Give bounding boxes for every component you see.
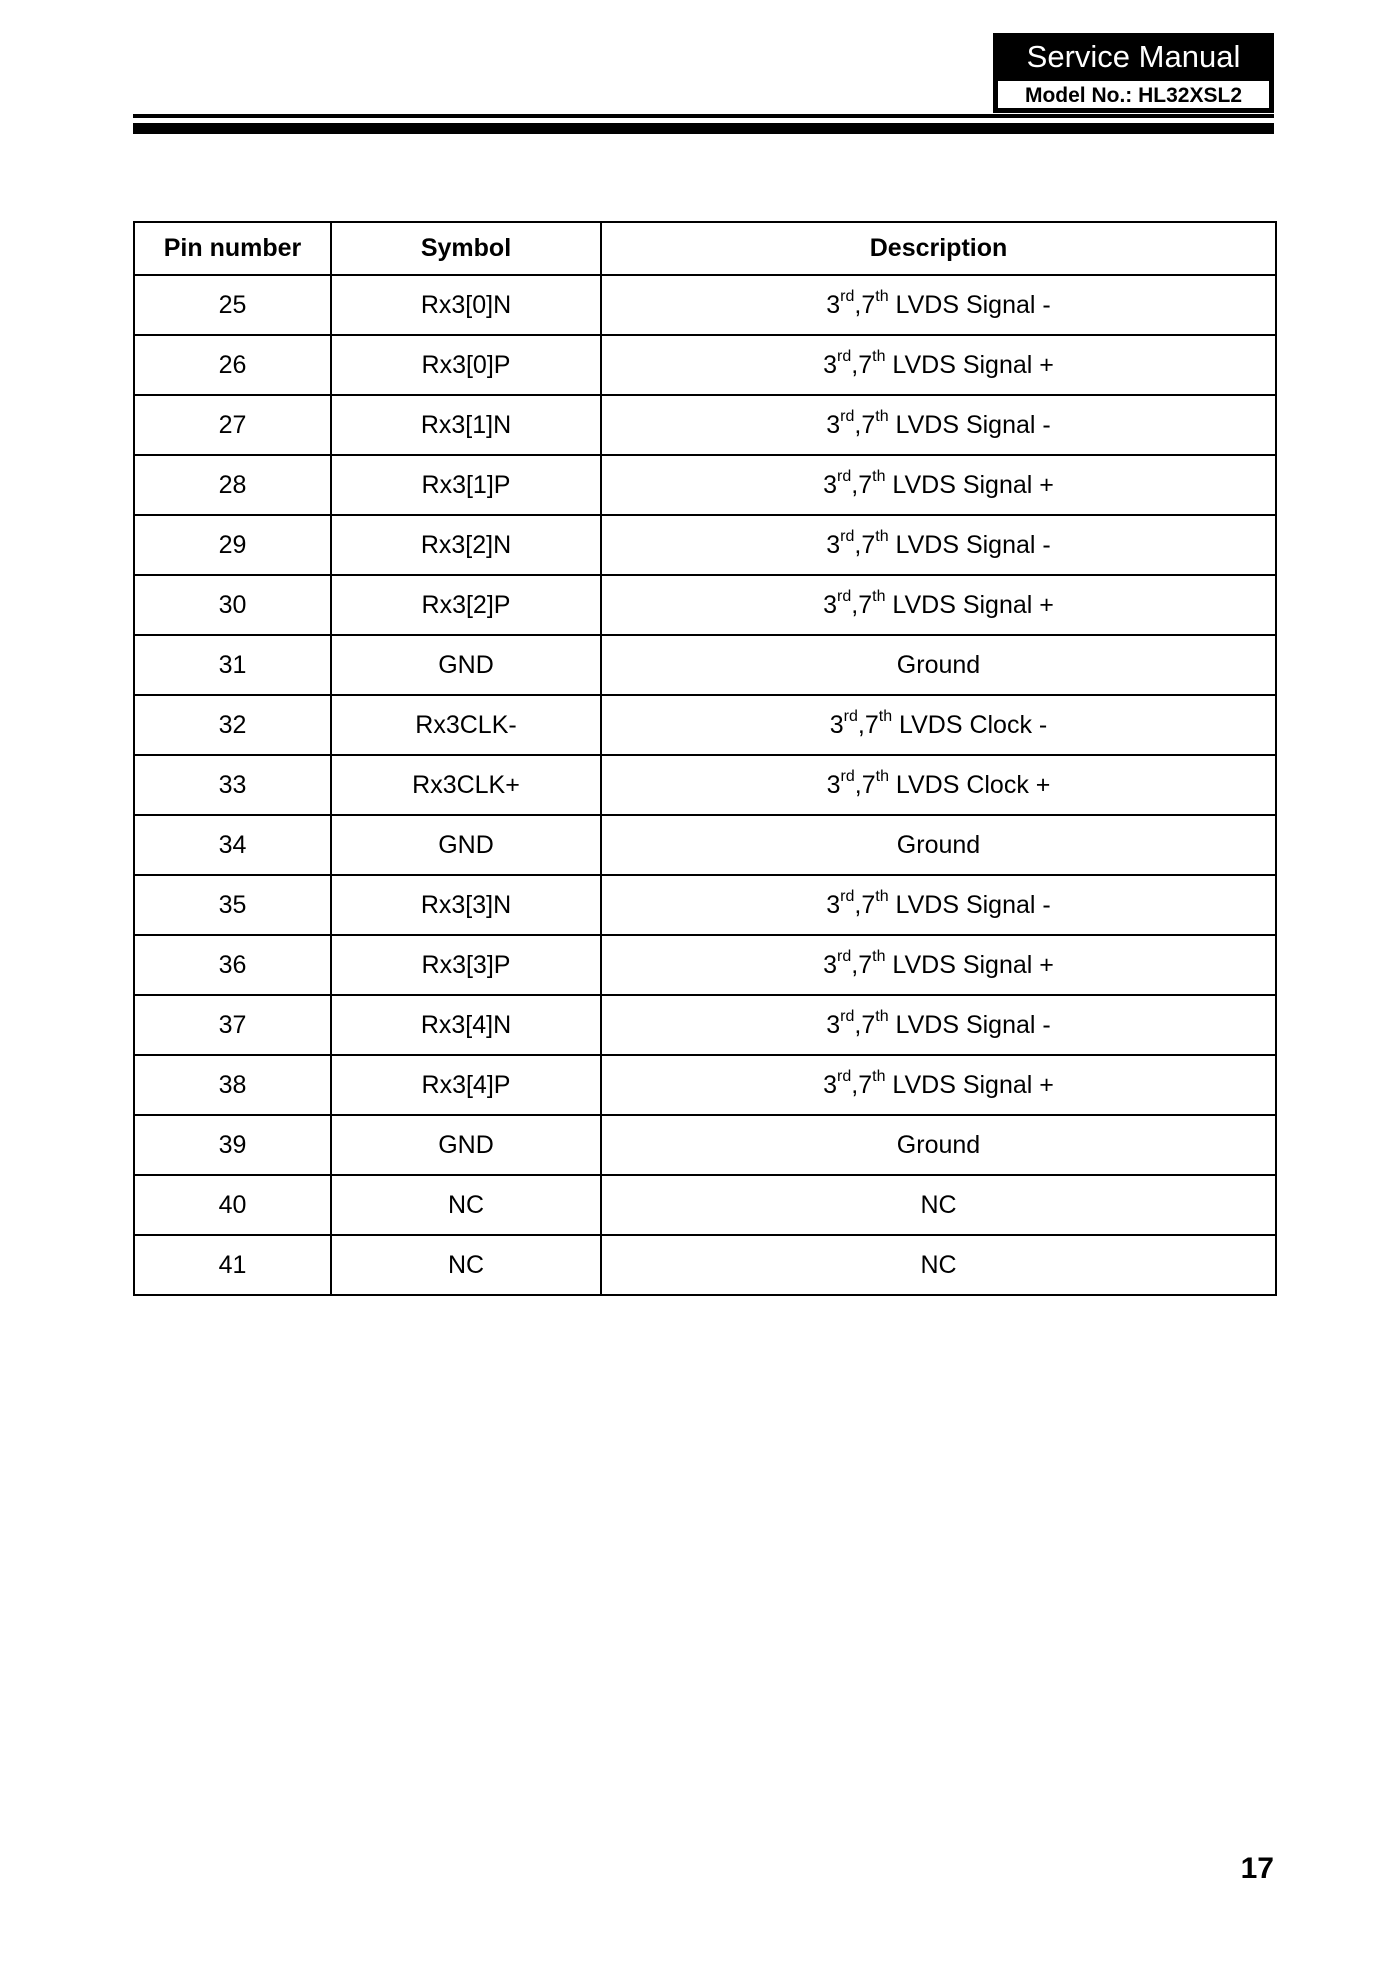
table-row — [134, 695, 1276, 755]
ordinal-suffix: th — [875, 887, 889, 905]
header-box — [993, 33, 1274, 113]
description-text: LVDS Signal + — [885, 590, 1054, 619]
description-text: LVDS Signal + — [885, 950, 1054, 979]
ordinal-suffix: th — [875, 287, 889, 305]
ordinal-suffix: th — [875, 767, 889, 785]
description-text: ,7 — [854, 890, 876, 919]
table-row — [134, 1235, 1276, 1295]
header-rule-thin — [133, 114, 1274, 118]
pin-number-cell: 26 — [134, 335, 331, 395]
symbol-cell: GND — [331, 635, 601, 695]
description-text: LVDS Signal - — [888, 530, 1051, 559]
symbol-cell: Rx3[1]P — [331, 455, 601, 515]
pin-number-cell: 41 — [134, 1235, 331, 1295]
description-cell — [601, 575, 1276, 635]
pin-number-cell: 32 — [134, 695, 331, 755]
description-text: 3 — [826, 410, 841, 439]
symbol-cell: Rx3[3]P — [331, 935, 601, 995]
description-text: ,7 — [851, 590, 873, 619]
ordinal-suffix: rd — [837, 347, 852, 365]
header-rule-thick — [133, 123, 1274, 134]
table-row — [134, 455, 1276, 515]
description-text: LVDS Signal - — [888, 290, 1051, 319]
pin-number-cell: 36 — [134, 935, 331, 995]
symbol-cell: Rx3[1]N — [331, 395, 601, 455]
table-row — [134, 815, 1276, 875]
symbol-cell: Rx3[2]N — [331, 515, 601, 575]
symbol-cell: Rx3[4]N — [331, 995, 601, 1055]
symbol-cell: NC — [331, 1235, 601, 1295]
description-cell — [601, 995, 1276, 1055]
pin-number-cell: 37 — [134, 995, 331, 1055]
description-text: 3 — [829, 710, 844, 739]
ordinal-suffix: th — [878, 707, 893, 725]
description-text: LVDS Signal - — [888, 1010, 1051, 1039]
description-text: 3 — [823, 590, 838, 619]
ordinal-suffix: th — [875, 407, 889, 425]
description-text: ,7 — [854, 770, 876, 799]
pin-number-cell: 33 — [134, 755, 331, 815]
description-text: LVDS Clock - — [892, 710, 1048, 739]
ordinal-suffix: rd — [840, 407, 855, 425]
description-text: ,7 — [857, 710, 879, 739]
description-cell — [601, 335, 1276, 395]
pin-number-cell: 25 — [134, 275, 331, 335]
table-row — [134, 575, 1276, 635]
model-number: Model No.: HL32XSL2 — [998, 81, 1269, 108]
description-text: LVDS Clock + — [888, 770, 1051, 799]
description-text: 3 — [826, 770, 841, 799]
symbol-cell: Rx3[0]P — [331, 335, 601, 395]
ordinal-suffix: rd — [840, 887, 855, 905]
description-text: 3 — [823, 950, 838, 979]
symbol-cell: Rx3CLK- — [331, 695, 601, 755]
ordinal-suffix: th — [872, 947, 886, 965]
table-row — [134, 935, 1276, 995]
ordinal-suffix: rd — [840, 767, 855, 785]
ordinal-suffix: th — [872, 347, 886, 365]
table-row — [134, 635, 1276, 695]
description-cell — [601, 455, 1276, 515]
pin-number-cell: 38 — [134, 1055, 331, 1115]
description-cell: Ground — [601, 815, 1276, 875]
table-row — [134, 1055, 1276, 1115]
table-row — [134, 395, 1276, 455]
symbol-cell: GND — [331, 815, 601, 875]
table-header-row — [134, 222, 1276, 275]
description-text: 3 — [823, 470, 838, 499]
pin-number-cell: 39 — [134, 1115, 331, 1175]
table-row — [134, 335, 1276, 395]
symbol-cell: Rx3[4]P — [331, 1055, 601, 1115]
table-body — [134, 275, 1276, 1295]
description-cell: NC — [601, 1235, 1276, 1295]
description-text: ,7 — [854, 1010, 876, 1039]
ordinal-suffix: th — [872, 467, 886, 485]
pin-number-cell: 40 — [134, 1175, 331, 1235]
pin-number-cell: 35 — [134, 875, 331, 935]
symbol-cell: GND — [331, 1115, 601, 1175]
description-text: ,7 — [851, 350, 873, 379]
symbol-cell: Rx3[0]N — [331, 275, 601, 335]
symbol-cell: Rx3[2]P — [331, 575, 601, 635]
ordinal-suffix: rd — [837, 1067, 852, 1085]
description-text: ,7 — [851, 470, 873, 499]
column-header-symbol: Symbol — [331, 222, 601, 275]
symbol-cell: Rx3CLK+ — [331, 755, 601, 815]
pin-number-cell: 29 — [134, 515, 331, 575]
description-cell: Ground — [601, 1115, 1276, 1175]
pin-number-cell: 30 — [134, 575, 331, 635]
pin-number-cell: 34 — [134, 815, 331, 875]
description-text: 3 — [826, 1010, 841, 1039]
description-text: ,7 — [851, 1070, 873, 1099]
pin-number-cell: 27 — [134, 395, 331, 455]
description-text: 3 — [826, 890, 841, 919]
description-text: ,7 — [854, 410, 876, 439]
description-text: ,7 — [854, 530, 876, 559]
table-row — [134, 515, 1276, 575]
table-row — [134, 995, 1276, 1055]
table-row — [134, 875, 1276, 935]
description-text: 3 — [826, 290, 841, 319]
description-cell — [601, 515, 1276, 575]
table-row — [134, 1115, 1276, 1175]
ordinal-suffix: th — [875, 1007, 889, 1025]
ordinal-suffix: rd — [843, 707, 858, 725]
description-cell — [601, 695, 1276, 755]
description-text: LVDS Signal - — [888, 890, 1051, 919]
ordinal-suffix: th — [875, 527, 889, 545]
description-text: LVDS Signal + — [885, 470, 1054, 499]
table-row — [134, 1175, 1276, 1235]
ordinal-suffix: rd — [837, 587, 852, 605]
pin-number-cell: 28 — [134, 455, 331, 515]
description-cell — [601, 395, 1276, 455]
ordinal-suffix: rd — [840, 527, 855, 545]
description-cell — [601, 875, 1276, 935]
ordinal-suffix: th — [872, 587, 886, 605]
table-row — [134, 755, 1276, 815]
description-text: ,7 — [854, 290, 876, 319]
description-text: LVDS Signal + — [885, 1070, 1054, 1099]
pin-number-cell: 31 — [134, 635, 331, 695]
description-cell: Ground — [601, 635, 1276, 695]
description-cell — [601, 1055, 1276, 1115]
ordinal-suffix: rd — [837, 947, 852, 965]
description-text: 3 — [823, 1070, 838, 1099]
description-text: LVDS Signal - — [888, 410, 1051, 439]
description-cell: NC — [601, 1175, 1276, 1235]
description-cell — [601, 275, 1276, 335]
column-header-pin: Pin number — [134, 222, 331, 275]
ordinal-suffix: rd — [837, 467, 852, 485]
description-text: 3 — [823, 350, 838, 379]
description-cell — [601, 755, 1276, 815]
description-cell — [601, 935, 1276, 995]
column-header-description: Description — [601, 222, 1276, 275]
symbol-cell: Rx3[3]N — [331, 875, 601, 935]
description-text: 3 — [826, 530, 841, 559]
ordinal-suffix: rd — [840, 1007, 855, 1025]
ordinal-suffix: th — [872, 1067, 886, 1085]
page-number: 17 — [1240, 1852, 1274, 1885]
document-title: Service Manual — [1026, 39, 1241, 74]
description-text: LVDS Signal + — [885, 350, 1054, 379]
pin-table — [133, 221, 1277, 1296]
description-text: ,7 — [851, 950, 873, 979]
table-row — [134, 275, 1276, 335]
symbol-cell: NC — [331, 1175, 601, 1235]
ordinal-suffix: rd — [840, 287, 855, 305]
